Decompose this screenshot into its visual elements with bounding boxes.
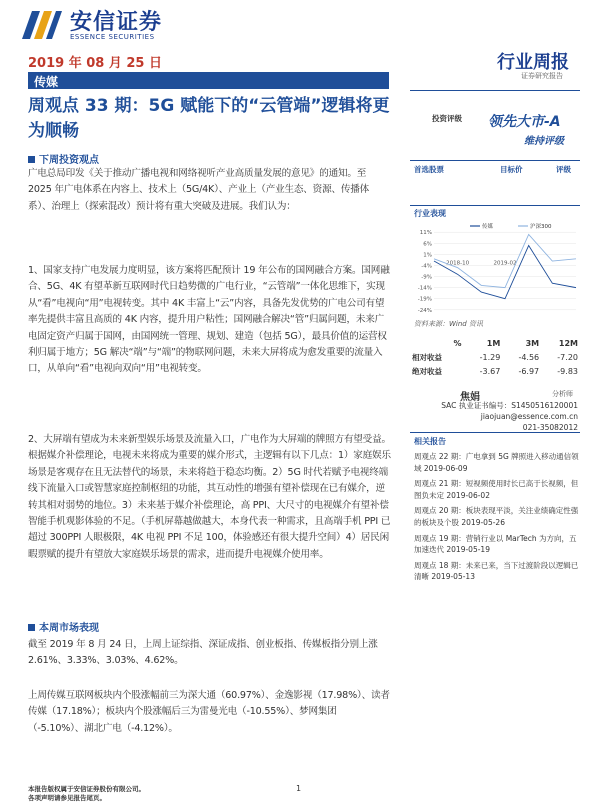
analyst-phone: 021-35082012 xyxy=(522,423,578,432)
analyst-sac: SAC 执业证书编号：S1450516120001 xyxy=(441,401,578,410)
y-tick-label: -14% xyxy=(417,285,432,292)
page-number: 1 xyxy=(296,784,302,793)
list-item[interactable]: 周观点 19 期：营销行业以 MarTech 为方向，五加速迭代 2019-05-19 xyxy=(414,533,577,555)
row-label: 绝对收益 xyxy=(412,366,442,376)
paragraph-market-2: 上周传媒互联网板块内个股涨幅前三为深大通（60.97%）、金逸影视（17.98%）、读者传媒（17.18%）；板块内个股涨幅后三为雷曼光电（-10.55%）、梦网集团（-5.10%）、湖北广电（-4.12%）。 xyxy=(28,690,390,734)
analyst-email[interactable]: jiaojuan@essence.com.cn xyxy=(480,412,578,421)
y-tick-label: 1% xyxy=(423,252,432,259)
y-tick-label: 11% xyxy=(419,230,432,237)
analyst-role: 分析师 xyxy=(552,390,573,398)
essence-logo-icon xyxy=(18,5,64,43)
section-heading-next-week: 下周投资观点 xyxy=(28,151,99,166)
paragraph-intro: 广电总局印发《关于推动广播电视和网络视听产业高质量发展的意见》的通知。至 2025 年广电体系在内容上、技术上（5G/4K）、产业上（产业生态、资源、传播体系）、治理上（探索混改）预计将有重大突破及进展。我们认为： xyxy=(28,168,370,212)
paragraph-point-2: 2、大屏端有望成为未来新型娱乐场景及流量入口，广电作为大屏端的牌照方有望受益。根据媒介补偿理论，电视未来将成为重要的媒介形式，主逻辑有以下几点：1）家庭娱乐场景是客观存在且无法替代的场景，未来将趋于稳态均衡。2）5G 时代若赋予电视终端线下流量入口或智慧家庭控制枢纽的功能，其互动性的增强有望补偿现在已有媒介，逆转其相对弱势的地位。3）未来基于媒介补偿理论，高 PPI、大尺寸的电视媒介有望补偿智能手机观影体验的不足。（手机屏幕越做越大，本身代表一种需求，且高端手机 PPI 已超过 300PPI 人眼极限，4K 电视 PPI 不足 100，体验感还有很大提升空间）4）居民闲暇票赋的提升有望放大家庭娱乐场景的需求，进而提升电视媒介使用率。 xyxy=(28,434,391,560)
rating-col-label: 评级 xyxy=(556,165,571,174)
table-header: % xyxy=(453,338,462,348)
top-pick-label: 首选股票 xyxy=(414,165,444,174)
x-tick-label: 2018-10 xyxy=(446,260,470,267)
list-item[interactable]: 周观点 18 期：未来已来，当下过渡阶段以逻辑已清晰 2019-05-13 xyxy=(414,560,579,582)
legend-label: 传媒 xyxy=(482,224,494,230)
logo-text: 安信证券 xyxy=(70,10,163,35)
table-row xyxy=(410,364,580,378)
industry-performance-chart xyxy=(410,222,580,318)
logo-text-en: ESSENCE SECURITIES xyxy=(70,33,155,41)
divider xyxy=(410,205,580,206)
page-title: 周观点 33 期：5G 赋能下的“云管端”逻辑将更为顺畅 xyxy=(28,96,390,141)
x-tick-label: 2019-02 xyxy=(493,260,517,267)
table-header: 12M xyxy=(558,338,578,348)
sector-label: 传媒 xyxy=(34,75,59,89)
table-cell: -4.56 xyxy=(518,352,540,362)
report-subtitle: 证券研究报告 xyxy=(521,72,563,80)
table-header: 3M xyxy=(525,338,540,348)
related-heading: 相关报告 xyxy=(414,437,446,446)
legend-label: 沪深300 xyxy=(530,224,552,230)
table-cell: -6.97 xyxy=(518,366,540,376)
table-row xyxy=(410,350,580,364)
analyst-contact xyxy=(410,400,578,433)
y-tick-label: -24% xyxy=(417,307,432,314)
divider xyxy=(410,90,580,91)
table-cell: -3.67 xyxy=(479,366,501,376)
list-item[interactable]: 周观点 21 期：短视频使用时长已高于长视频，但图负未定 2019-06-02 xyxy=(414,479,579,500)
table-header: 1M xyxy=(486,338,501,348)
related-reports-list xyxy=(414,451,580,587)
report-type: 行业周报 xyxy=(497,52,569,73)
table-header-row xyxy=(410,336,580,350)
performance-table xyxy=(410,336,580,378)
rating-label: 投资评级 xyxy=(432,114,462,123)
y-tick-label: -9% xyxy=(421,274,432,281)
series-line-0 xyxy=(434,246,576,299)
y-tick-label: -19% xyxy=(417,296,432,303)
section-heading-market: 本周市场表现 xyxy=(28,619,99,634)
footer-disclaimer: 各项声明请参见报告尾页。 xyxy=(28,794,106,802)
report-date: 2019 年 08 月 25 日 xyxy=(28,56,162,71)
row-label: 相对收益 xyxy=(412,352,442,362)
y-tick-label: 6% xyxy=(423,241,432,248)
paragraph-point-1: 1、国家支持广电发展力度明显，该方案将匹配预计 19 年公布的国网融合方案。国网融合、5G、4K 有望革新互联网时代日趋势微的广电行业，“云管端”一体化思维下，实现从“看”电视向“用”电视转变。其中 4K 丰富上“云”内容，具备先发优势的广电公司有望率先提供丰富且高质的 4K 内容，提升用户粘性；国网融合解决“管”归属问题，未来广电固定资产归属于国网，由国网统一管理、规划、建造（包括 5G），最具价值的运营权利归属于地方；5G 解决“端”与“端”的物联网问题，未来大屏将成为愈发重要的流量入口，从单向“看”电视向双向“用”电视转变。 xyxy=(28,265,390,375)
table-cell: -9.83 xyxy=(557,366,578,376)
paragraph-market-1: 截至 2019 年 8 月 24 日，上周上证综指、深证成指、创业板指、传媒板指分别上涨 2.61%、3.33%、3.03%、4.62%。 xyxy=(28,639,378,667)
list-item[interactable]: 周观点 20 期：板块表现平淡，关注业绩确定性强的板块及个股 2019-05-26 xyxy=(414,506,579,527)
list-item[interactable]: 周观点 22 期：广电拿到 5G 牌照进入移动通信领域 2019-06-09 xyxy=(414,452,579,473)
divider xyxy=(410,160,580,161)
analyst-name: 焦娟 xyxy=(460,392,480,403)
chart-source: 资料来源：Wind 资讯 xyxy=(414,320,483,328)
sector-bar xyxy=(28,72,389,89)
table-cell: -7.20 xyxy=(557,352,578,362)
table-cell: -1.29 xyxy=(479,352,501,362)
rating-sub: 维持评级 xyxy=(524,136,564,147)
rating-value: 领先大市-A xyxy=(488,114,561,130)
y-tick-label: -4% xyxy=(421,263,432,270)
footer-copyright: 本报告版权属于安信证券股份有限公司。 xyxy=(28,785,145,793)
performance-heading: 行业表现 xyxy=(414,209,446,218)
target-price-label: 目标价 xyxy=(500,165,523,174)
divider xyxy=(410,432,580,433)
